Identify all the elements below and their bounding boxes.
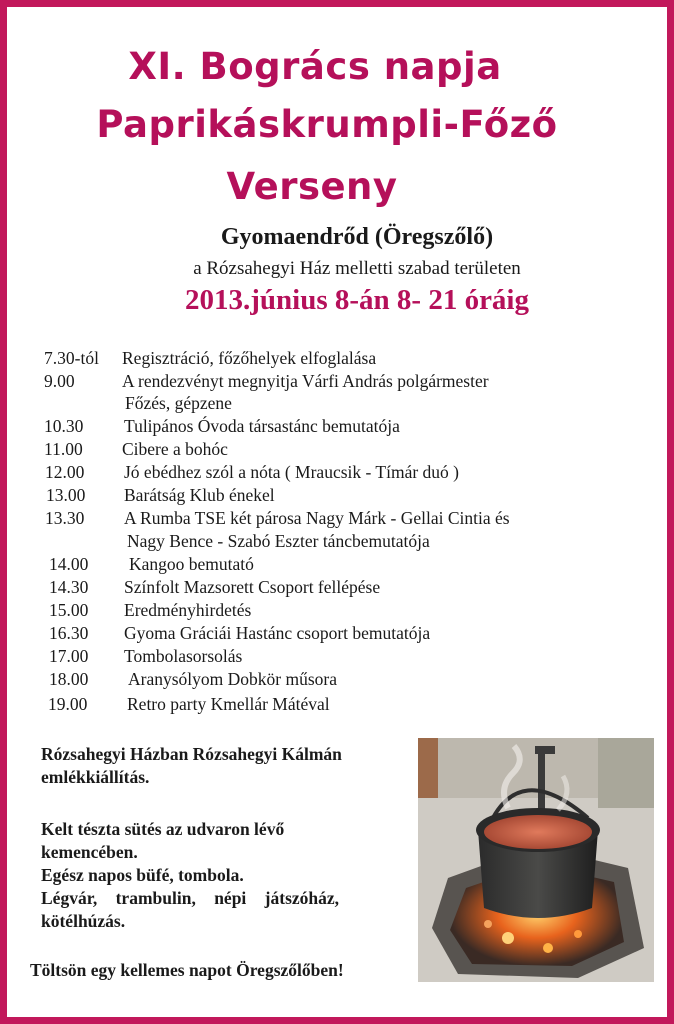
- schedule-time: 13.30: [45, 508, 85, 528]
- schedule-activity: Tulipános Óvoda társastánc bemutatója: [124, 416, 400, 436]
- baking-line-2: kemencében.: [41, 842, 138, 862]
- exhibition-line-2: emlékkiállítás.: [41, 767, 150, 787]
- title-line-1: XI. Bogrács napja: [128, 45, 502, 88]
- schedule-time: 9.00: [44, 371, 75, 391]
- schedule-activity: Eredményhirdetés: [124, 600, 252, 620]
- schedule-time: 18.00: [49, 669, 89, 689]
- cauldron-photo: [418, 738, 654, 982]
- schedule-activity: Színfolt Mazsorett Csoport fellépése: [124, 577, 381, 597]
- closing-line: Töltsön egy kellemes napot Öregszőlőben!: [30, 960, 344, 980]
- schedule-activity: Főzés, gépzene: [125, 393, 232, 413]
- schedule-activity: Barátság Klub énekel: [124, 485, 275, 505]
- schedule-activity: Regisztráció, főzőhelyek elfoglalása: [122, 348, 377, 368]
- schedule-activity: Jó ebédhez szól a nóta ( Mraucsik - Tímár duó ): [124, 462, 459, 482]
- schedule-time: 11.00: [44, 439, 83, 459]
- schedule-time: 19.00: [48, 694, 88, 714]
- schedule-time: 12.00: [45, 462, 85, 482]
- schedule-time: 14.00: [49, 554, 89, 574]
- schedule-time: 13.00: [46, 485, 86, 505]
- schedule-activity: Aranysólyom Dobkör műsora: [128, 669, 338, 689]
- buffet-line: Egész napos büfé, tombola.: [41, 865, 244, 885]
- title-line-3: Verseny: [226, 165, 398, 208]
- event-date: 2013.június 8-án 8- 21 óráig: [184, 284, 529, 316]
- schedule-activity: Kangoo bemutató: [129, 554, 254, 574]
- schedule-activity: A rendezvényt megnyitja Várfi András polgármester: [122, 371, 489, 391]
- schedule-time: 17.00: [49, 646, 89, 666]
- games-line-1: Légvár, trambulin, népi játszóház,: [41, 888, 340, 908]
- games-line-2: kötélhúzás.: [41, 911, 126, 931]
- schedule-time: 15.00: [49, 600, 89, 620]
- schedule-time: 14.30: [49, 577, 89, 597]
- exhibition-line-1: Rózsahegyi Házban Rózsahegyi Kálmán: [41, 744, 342, 764]
- schedule-activity: A Rumba TSE két párosa Nagy Márk - Gellai Cintia és: [124, 508, 510, 528]
- schedule-activity: Nagy Bence - Szabó Eszter táncbemutatója: [127, 531, 430, 551]
- baking-line-1: Kelt tészta sütés az udvaron lévő: [41, 819, 285, 839]
- schedule-activity: Cibere a bohóc: [122, 439, 228, 459]
- schedule-time: 7.30-tól: [44, 348, 99, 368]
- event-location: Gyomaendrőd (Öregszőlő): [220, 224, 494, 250]
- event-venue: a Rózsahegyi Ház melletti szabad területen: [193, 258, 521, 279]
- title-line-2: Paprikáskrumpli-Főző: [96, 103, 558, 146]
- schedule-time: 10.30: [44, 416, 84, 436]
- schedule-activity: Retro party Kmellár Mátéval: [127, 694, 330, 714]
- schedule-activity: Gyoma Gráciái Hastánc csoport bemutatója: [124, 623, 431, 643]
- cauldron-illustration: [418, 738, 654, 982]
- schedule-time: 16.30: [49, 623, 89, 643]
- schedule-activity: Tombolasorsolás: [124, 646, 243, 666]
